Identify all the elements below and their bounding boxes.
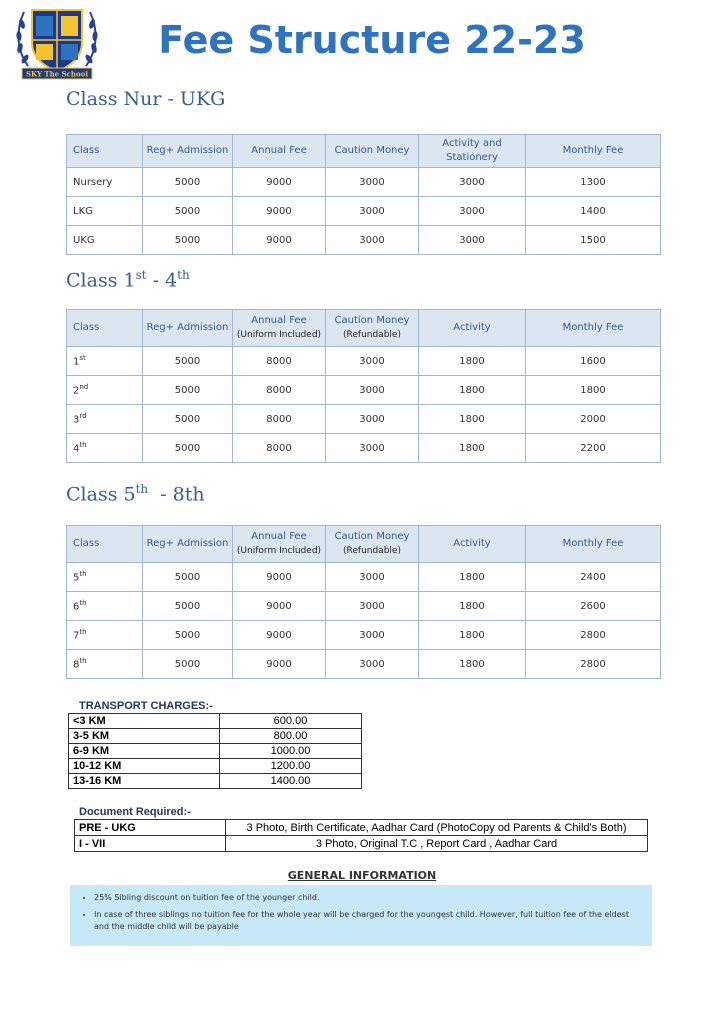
cell-activity: 1800: [419, 592, 526, 621]
list-item: • 25% Sibling discount on tuition fee of the younger child.: [94, 892, 642, 904]
header-annual-note: (Uniform Included): [236, 546, 322, 556]
header-reg: Reg+ Admission: [143, 135, 233, 168]
header-reg: Reg+ Admission: [143, 526, 233, 563]
cell-annual: 8000: [233, 405, 326, 434]
cell-annual: 9000: [233, 650, 326, 679]
header-annual: [233, 526, 326, 563]
header-caution-label: Caution Money: [334, 531, 410, 542]
class-number: 7: [73, 630, 80, 642]
table-row: [67, 168, 661, 197]
cell-monthly: 1600: [526, 347, 661, 376]
transport-charge: 800.00: [220, 729, 362, 744]
table-row: [69, 774, 362, 789]
cell-activity: 3000: [419, 226, 526, 255]
cell-annual: 9000: [233, 621, 326, 650]
cell-class: [67, 405, 143, 434]
header-annual: Annual Fee: [233, 135, 326, 168]
transport-charge: 1000.00: [220, 744, 362, 759]
class-number: 1: [73, 356, 80, 368]
table-row: [67, 376, 661, 405]
table-row: [67, 405, 661, 434]
document-list: 3 Photo, Birth Certificate, Aadhar Card (PhotoCopy od Parents & Child's Both): [226, 820, 648, 836]
header-monthly: Monthly Fee: [526, 310, 661, 347]
cell-monthly: 2400: [526, 563, 661, 592]
section-title-sup: th: [177, 268, 190, 282]
cell-reg: 5000: [143, 197, 233, 226]
cell-monthly: 1500: [526, 226, 661, 255]
section-title-text: - 4: [146, 269, 178, 292]
cell-activity: 3000: [419, 168, 526, 197]
class-number: 6: [73, 601, 80, 613]
cell-reg: 5000: [143, 347, 233, 376]
cell-class: [67, 592, 143, 621]
cell-annual: 8000: [233, 376, 326, 405]
svg-text:SKY The School: SKY The School: [26, 69, 88, 79]
header-caution-label: Caution Money: [334, 315, 410, 326]
table-row: [69, 744, 362, 759]
page-title: Fee Structure 22-23: [158, 18, 586, 62]
section-title-1-4: [66, 268, 190, 291]
class-number: 2: [73, 385, 80, 397]
class-number: 8: [73, 659, 80, 671]
cell-monthly: 1300: [526, 168, 661, 197]
fee-table-5-8: [66, 525, 661, 679]
transport-range: 6-9 KM: [69, 744, 220, 759]
section-title-text: Class 5: [66, 483, 136, 506]
class-suffix: th: [79, 599, 87, 608]
table-row: [75, 820, 648, 836]
cell-activity: 1800: [419, 650, 526, 679]
table-row: [67, 650, 661, 679]
cell-caution: 3000: [326, 226, 419, 255]
table-row: [67, 347, 661, 376]
cell-caution: 3000: [326, 197, 419, 226]
header-class: Class: [67, 526, 143, 563]
table-row: [75, 836, 648, 852]
class-suffix: th: [79, 628, 87, 637]
cell-activity: 1800: [419, 405, 526, 434]
cell-monthly: 2800: [526, 621, 661, 650]
table-row: [67, 226, 661, 255]
cell-reg: 5000: [143, 650, 233, 679]
general-info-box: [70, 885, 652, 946]
cell-monthly: 2800: [526, 650, 661, 679]
section-title-5-8: [66, 482, 205, 505]
header-class: Class: [67, 310, 143, 347]
cell-class: Nursery: [67, 168, 143, 197]
cell-annual: 9000: [233, 226, 326, 255]
cell-class: [67, 563, 143, 592]
section-title-text: - 8th: [148, 483, 205, 506]
class-number: 5: [73, 572, 80, 584]
header-annual-label: Annual Fee: [251, 531, 307, 542]
header-annual-note: (Uniform Included): [236, 330, 322, 340]
fee-table-1-4: [66, 309, 661, 463]
section-title-text: Class Nur - UKG: [66, 88, 226, 110]
table-row: [67, 197, 661, 226]
cell-monthly: 2000: [526, 405, 661, 434]
cell-monthly: 1800: [526, 376, 661, 405]
table-row: [67, 621, 661, 650]
cell-activity: 1800: [419, 434, 526, 463]
transport-range: <3 KM: [69, 714, 220, 729]
class-number: 3: [73, 414, 80, 426]
class-suffix: th: [79, 657, 87, 666]
cell-reg: 5000: [143, 592, 233, 621]
table-row: [67, 434, 661, 463]
cell-caution: 3000: [326, 405, 419, 434]
header-activity: Activity and Stationery: [419, 135, 526, 168]
table-row: [69, 759, 362, 774]
cell-caution: 3000: [326, 592, 419, 621]
cell-class: LKG: [67, 197, 143, 226]
cell-activity: 1800: [419, 621, 526, 650]
table-row: [67, 563, 661, 592]
header-caution: Caution Money: [326, 135, 419, 168]
general-info-list: [82, 892, 642, 933]
cell-activity: 1800: [419, 347, 526, 376]
header-activity: Activity: [419, 526, 526, 563]
document-list: 3 Photo, Original T.C , Report Card , Aadhar Card: [226, 836, 648, 852]
cell-activity: 1800: [419, 376, 526, 405]
cell-class: [67, 376, 143, 405]
header-caution-note: (Refundable): [343, 330, 401, 340]
documents-table: [74, 819, 648, 852]
cell-annual: 9000: [233, 168, 326, 197]
transport-table: [68, 713, 362, 789]
class-number: 4: [73, 443, 80, 455]
cell-caution: 3000: [326, 563, 419, 592]
class-suffix: th: [79, 441, 87, 450]
table-row: [69, 729, 362, 744]
cell-caution: 3000: [326, 434, 419, 463]
cell-caution: 3000: [326, 650, 419, 679]
header-monthly: Monthly Fee: [526, 135, 661, 168]
cell-reg: 5000: [143, 563, 233, 592]
cell-caution: 3000: [326, 168, 419, 197]
table-row: [67, 592, 661, 621]
cell-class: [67, 434, 143, 463]
cell-class: [67, 347, 143, 376]
header-caution: [326, 310, 419, 347]
cell-monthly: 2600: [526, 592, 661, 621]
document-group: I - VII: [75, 836, 226, 852]
cell-reg: 5000: [143, 621, 233, 650]
section-title-sup: st: [135, 268, 147, 282]
cell-reg: 5000: [143, 376, 233, 405]
cell-class: [67, 621, 143, 650]
header-annual-label: Annual Fee: [251, 315, 307, 326]
cell-annual: 8000: [233, 347, 326, 376]
cell-activity: 1800: [419, 563, 526, 592]
class-suffix: nd: [79, 383, 89, 392]
header-class: Class: [67, 135, 143, 168]
list-item: • In case of three siblings no tuition fee for the whole year will be charged for the youngest child. However, full tuition fee of the eldest and the middle child will be payable: [94, 909, 642, 933]
transport-range: 10-12 KM: [69, 759, 220, 774]
cell-reg: 5000: [143, 434, 233, 463]
transport-charge: 1400.00: [220, 774, 362, 789]
cell-annual: 9000: [233, 563, 326, 592]
cell-caution: 3000: [326, 376, 419, 405]
cell-annual: 8000: [233, 434, 326, 463]
class-suffix: th: [79, 570, 87, 579]
cell-caution: 3000: [326, 621, 419, 650]
section-title-text: Class 1: [66, 269, 136, 292]
cell-monthly: 1400: [526, 197, 661, 226]
cell-activity: 3000: [419, 197, 526, 226]
documents-title: Document Required:-: [79, 806, 191, 818]
cell-reg: 5000: [143, 168, 233, 197]
transport-charge: 1200.00: [220, 759, 362, 774]
fee-table-nur-ukg: [66, 134, 661, 255]
transport-charge: 600.00: [220, 714, 362, 729]
header-reg: Reg+ Admission: [143, 310, 233, 347]
general-info-title: GENERAL INFORMATION: [287, 869, 437, 882]
table-row: [69, 714, 362, 729]
cell-class: UKG: [67, 226, 143, 255]
cell-monthly: 2200: [526, 434, 661, 463]
cell-class: [67, 650, 143, 679]
transport-range: 3-5 KM: [69, 729, 220, 744]
header-caution-note: (Refundable): [343, 546, 401, 556]
cell-reg: 5000: [143, 226, 233, 255]
transport-range: 13-16 KM: [69, 774, 220, 789]
class-suffix: st: [79, 354, 86, 363]
cell-annual: 9000: [233, 197, 326, 226]
document-group: PRE - UKG: [75, 820, 226, 836]
cell-annual: 9000: [233, 592, 326, 621]
transport-title: TRANSPORT CHARGES:-: [79, 700, 213, 712]
class-suffix: rd: [79, 412, 87, 421]
header-annual: [233, 310, 326, 347]
header-activity: Activity: [419, 310, 526, 347]
section-title-sup: th: [135, 482, 149, 496]
header-monthly: Monthly Fee: [526, 526, 661, 563]
cell-caution: 3000: [326, 347, 419, 376]
header-caution: [326, 526, 419, 563]
section-title-nur-ukg: [66, 88, 225, 110]
cell-reg: 5000: [143, 405, 233, 434]
